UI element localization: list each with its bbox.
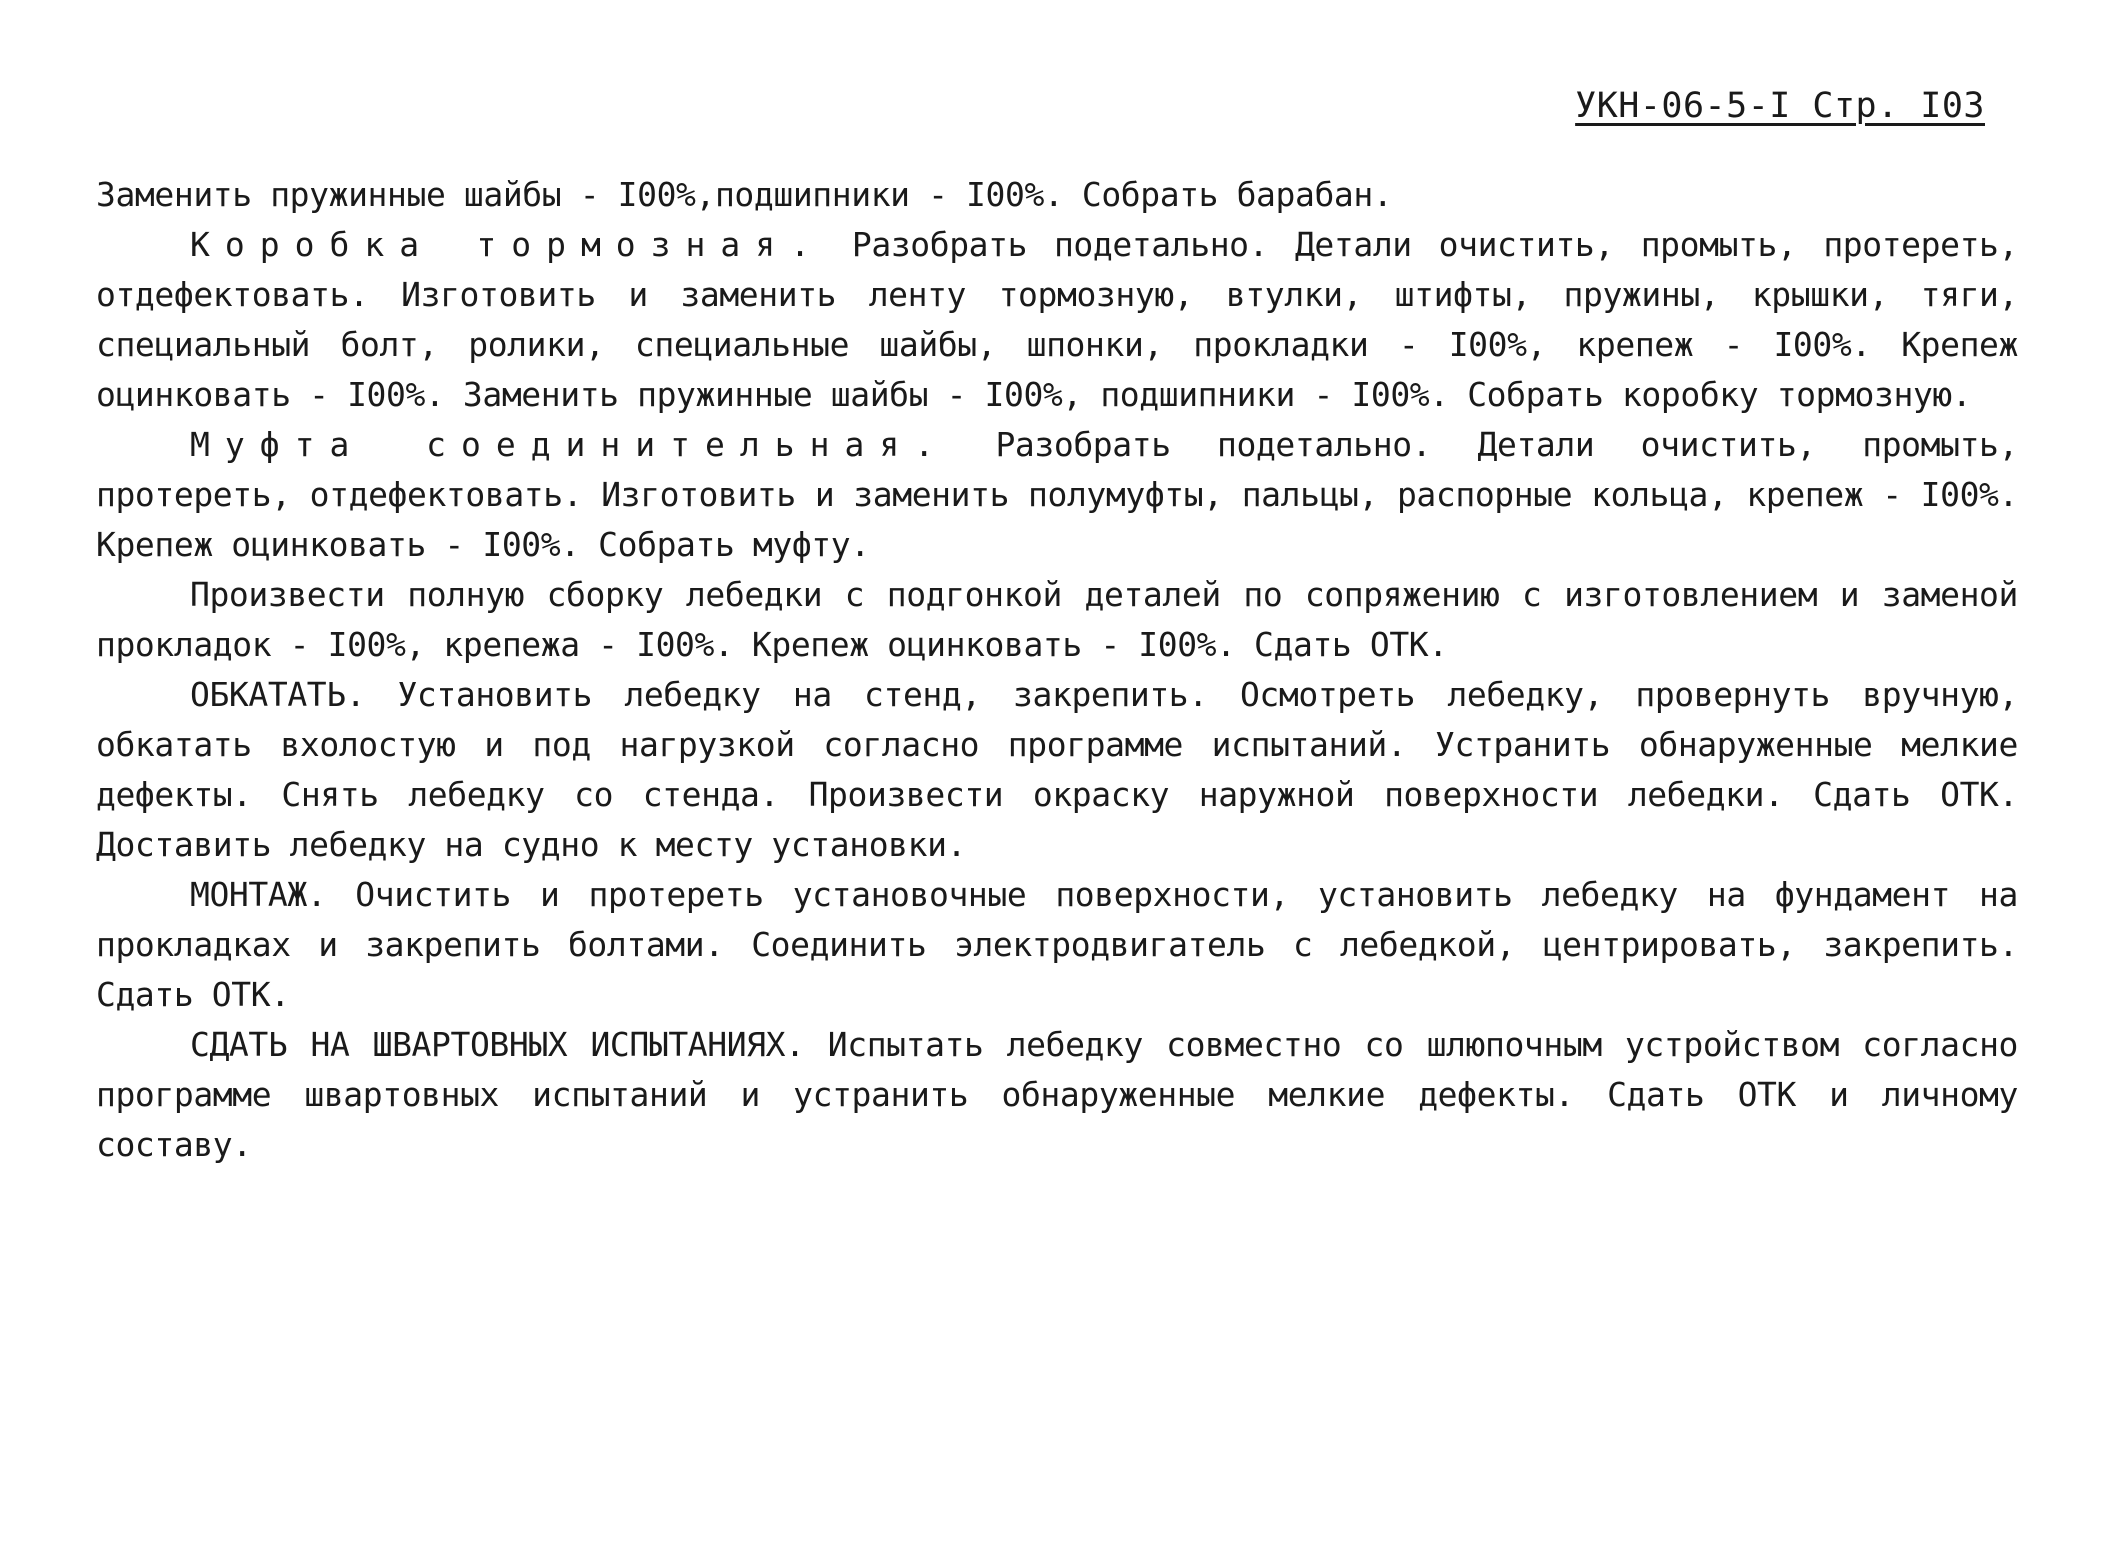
paragraph-installation [96, 870, 2018, 1020]
paragraph-coupling [96, 420, 2018, 570]
paragraph-assembly [96, 570, 2018, 670]
paragraph-text: Произвести полную сборку лебедки с подгонкой деталей по сопряжению с изготовлением и заменой прокладок - I00%, крепежа - I00%. Крепеж оцинковать - I00%. Сдать ОТК. [96, 575, 2018, 664]
paragraph-mooring-tests [96, 1020, 2018, 1170]
paragraph-lead: ОБКАТАТЬ. [190, 675, 366, 714]
paragraph-text: Разобрать подетально. Детали очистить, промыть, протереть, отдефектовать. Изготовить и заменить полумуфты, пальцы, распорные кольца, крепеж - I00%. Крепеж оцинковать - I00%. Собрать муфту. [96, 425, 2018, 564]
document-body [96, 170, 2018, 1170]
paragraph-text: Установить лебедку на стенд, закрепить. Осмотреть лебедку, провернуть вручную, обкатать вхолостую и под нагрузкой согласно программе испытаний. Устранить обнаруженные мелкие дефекты. Снять лебедку со стенда. Произвести окраску наружной поверхности лебедки. Сдать ОТК. Доставить лебедку на судно к месту установки. [96, 675, 2018, 864]
paragraph-text: Разобрать подетально. Детали очистить, промыть, протереть, отдефектовать. Изготовить и заменить ленту тормозную, втулки, штифты, пружины, крышки, тяги, специальный болт, ролики, специальные шайбы, шпонки, прокладки - I00%, крепеж - I00%. Крепеж оцинковать - I00%. Заменить пружинные шайбы - I00%, подшипники - I00%. Собрать коробку тормозную. [96, 225, 2018, 414]
page-header: УКН-06-5-I Стр. I03 [1575, 86, 1985, 126]
paragraph-drum [96, 170, 2018, 220]
paragraph-text: Испытать лебедку совместно со шлюпочным устройством согласно программе швартовных испытаний и устранить обнаруженные мелкие дефекты. Сдать ОТК и личному составу. [96, 1025, 2019, 1164]
paragraph-lead: СДАТЬ НА ШВАРТОВНЫХ ИСПЫТАНИЯХ. [190, 1025, 805, 1064]
paragraph-lead: Коробка тормозная. [190, 225, 826, 264]
paragraph-text: Очистить и протереть установочные поверхности, установить лебедку на фундамент на прокладках и закрепить болтами. Соединить электродвигатель с лебедкой, центрировать, закрепить. Сдать ОТК. [96, 875, 2018, 1014]
paragraph-lead: Муфта соединительная. [190, 425, 950, 464]
paragraph-run-in [96, 670, 2018, 870]
paragraph-lead: МОНТАЖ. [190, 875, 327, 914]
paragraph-brake-box [96, 220, 2018, 420]
paragraph-text: Заменить пружинные шайбы - I00%,подшипники - I00%. Собрать барабан. [96, 175, 1393, 214]
